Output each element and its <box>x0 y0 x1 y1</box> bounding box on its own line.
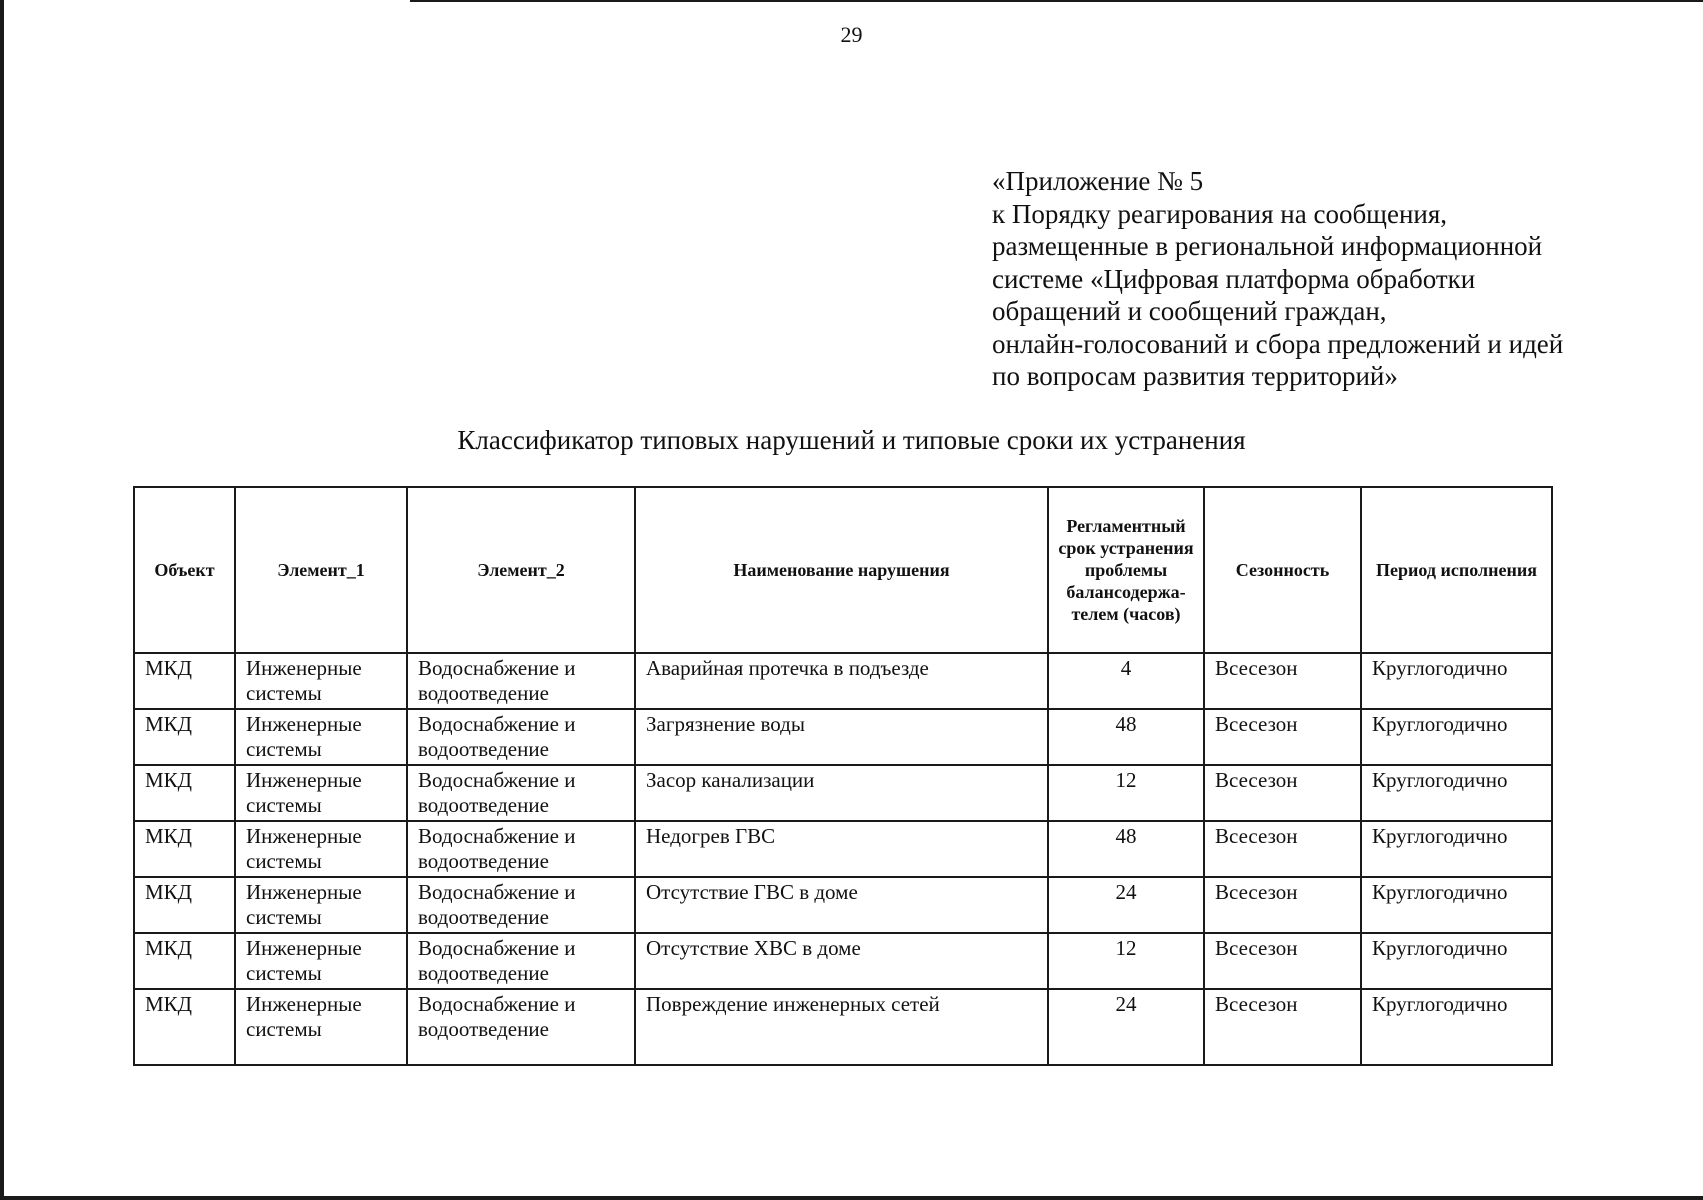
cell-period: Круглогодично <box>1361 709 1552 765</box>
cell-element2: Водоснабжение и водоотведение <box>407 933 635 989</box>
cell-hours: 48 <box>1048 709 1204 765</box>
cell-period: Круглогодично <box>1361 989 1552 1065</box>
cell-violation: Засор канализации <box>635 765 1048 821</box>
appendix-line: размещенные в региональной информационной <box>992 231 1543 261</box>
cell-hours: 12 <box>1048 765 1204 821</box>
cell-element1: Инженерные системы <box>235 821 407 877</box>
appendix-line: «Приложение № 5 <box>992 166 1204 196</box>
header-violation: Наименование нарушения <box>635 487 1048 653</box>
classifier-table <box>133 486 1553 1066</box>
table-row <box>134 989 1552 1065</box>
appendix-line: системе «Цифровая платформа обработки <box>992 263 1476 294</box>
appendix-line: по вопросам развития территорий» <box>992 361 1398 391</box>
cell-hours: 48 <box>1048 821 1204 877</box>
cell-element2: Водоснабжение и водоотведение <box>407 653 635 709</box>
header-element2: Элемент_2 <box>407 487 635 653</box>
table-row <box>134 933 1552 989</box>
cell-season: Всесезон <box>1204 821 1361 877</box>
cell-period: Круглогодично <box>1361 933 1552 989</box>
cell-object: МКД <box>134 877 235 933</box>
appendix-line: онлайн-голосований и сбора предложений и идей <box>992 328 1564 359</box>
scan-edge-bottom <box>0 1196 1703 1200</box>
cell-violation: Повреждение инженерных сетей <box>635 989 1048 1065</box>
appendix-note <box>992 165 1682 393</box>
cell-hours: 12 <box>1048 933 1204 989</box>
header-row <box>134 487 1552 653</box>
table-row <box>134 653 1552 709</box>
cell-element2: Водоснабжение и водоотведение <box>407 765 635 821</box>
cell-element1: Инженерные системы <box>235 709 407 765</box>
header-element1: Элемент_1 <box>235 487 407 653</box>
cell-element1: Инженерные системы <box>235 877 407 933</box>
cell-period: Круглогодично <box>1361 765 1552 821</box>
cell-element1: Инженерные системы <box>235 989 407 1065</box>
header-deadline: Регламентный срок устранения проблемы балансодержа-телем (часов) <box>1048 487 1204 653</box>
cell-violation: Аварийная протечка в подъезде <box>635 653 1048 709</box>
cell-violation: Отсутствие ГВС в доме <box>635 877 1048 933</box>
page-number: 29 <box>840 22 863 47</box>
cell-object: МКД <box>134 989 235 1065</box>
cell-season: Всесезон <box>1204 933 1361 989</box>
cell-object: МКД <box>134 765 235 821</box>
cell-hours: 24 <box>1048 989 1204 1065</box>
cell-object: МКД <box>134 709 235 765</box>
appendix-line: к Порядку реагирования на сообщения, <box>992 198 1448 229</box>
cell-element1: Инженерные системы <box>235 765 407 821</box>
cell-period: Круглогодично <box>1361 653 1552 709</box>
cell-hours: 4 <box>1048 653 1204 709</box>
cell-element1: Инженерные системы <box>235 653 407 709</box>
table-row <box>134 821 1552 877</box>
cell-violation: Отсутствие ХВС в доме <box>635 933 1048 989</box>
cell-season: Всесезон <box>1204 765 1361 821</box>
header-period: Период исполнения <box>1361 487 1552 653</box>
cell-violation: Загрязнение воды <box>635 709 1048 765</box>
scan-edge-top <box>410 0 1703 2</box>
document-title: Классификатор типовых нарушений и типовые сроки их устранения <box>457 425 1246 455</box>
table-row <box>134 765 1552 821</box>
cell-object: МКД <box>134 653 235 709</box>
appendix-line: обращений и сообщений граждан, <box>992 296 1387 326</box>
header-object: Объект <box>134 487 235 653</box>
cell-season: Всесезон <box>1204 989 1361 1065</box>
cell-violation: Недогрев ГВС <box>635 821 1048 877</box>
scan-edge-left <box>0 0 4 1200</box>
table-row <box>134 709 1552 765</box>
cell-season: Всесезон <box>1204 877 1361 933</box>
cell-object: МКД <box>134 933 235 989</box>
cell-object: МКД <box>134 821 235 877</box>
cell-element2: Водоснабжение и водоотведение <box>407 821 635 877</box>
cell-element2: Водоснабжение и водоотведение <box>407 877 635 933</box>
table-row <box>134 877 1552 933</box>
cell-season: Всесезон <box>1204 653 1361 709</box>
cell-element1: Инженерные системы <box>235 933 407 989</box>
cell-element2: Водоснабжение и водоотведение <box>407 989 635 1065</box>
cell-element2: Водоснабжение и водоотведение <box>407 709 635 765</box>
cell-period: Круглогодично <box>1361 821 1552 877</box>
cell-period: Круглогодично <box>1361 877 1552 933</box>
cell-season: Всесезон <box>1204 709 1361 765</box>
cell-hours: 24 <box>1048 877 1204 933</box>
header-season: Сезонность <box>1204 487 1361 653</box>
